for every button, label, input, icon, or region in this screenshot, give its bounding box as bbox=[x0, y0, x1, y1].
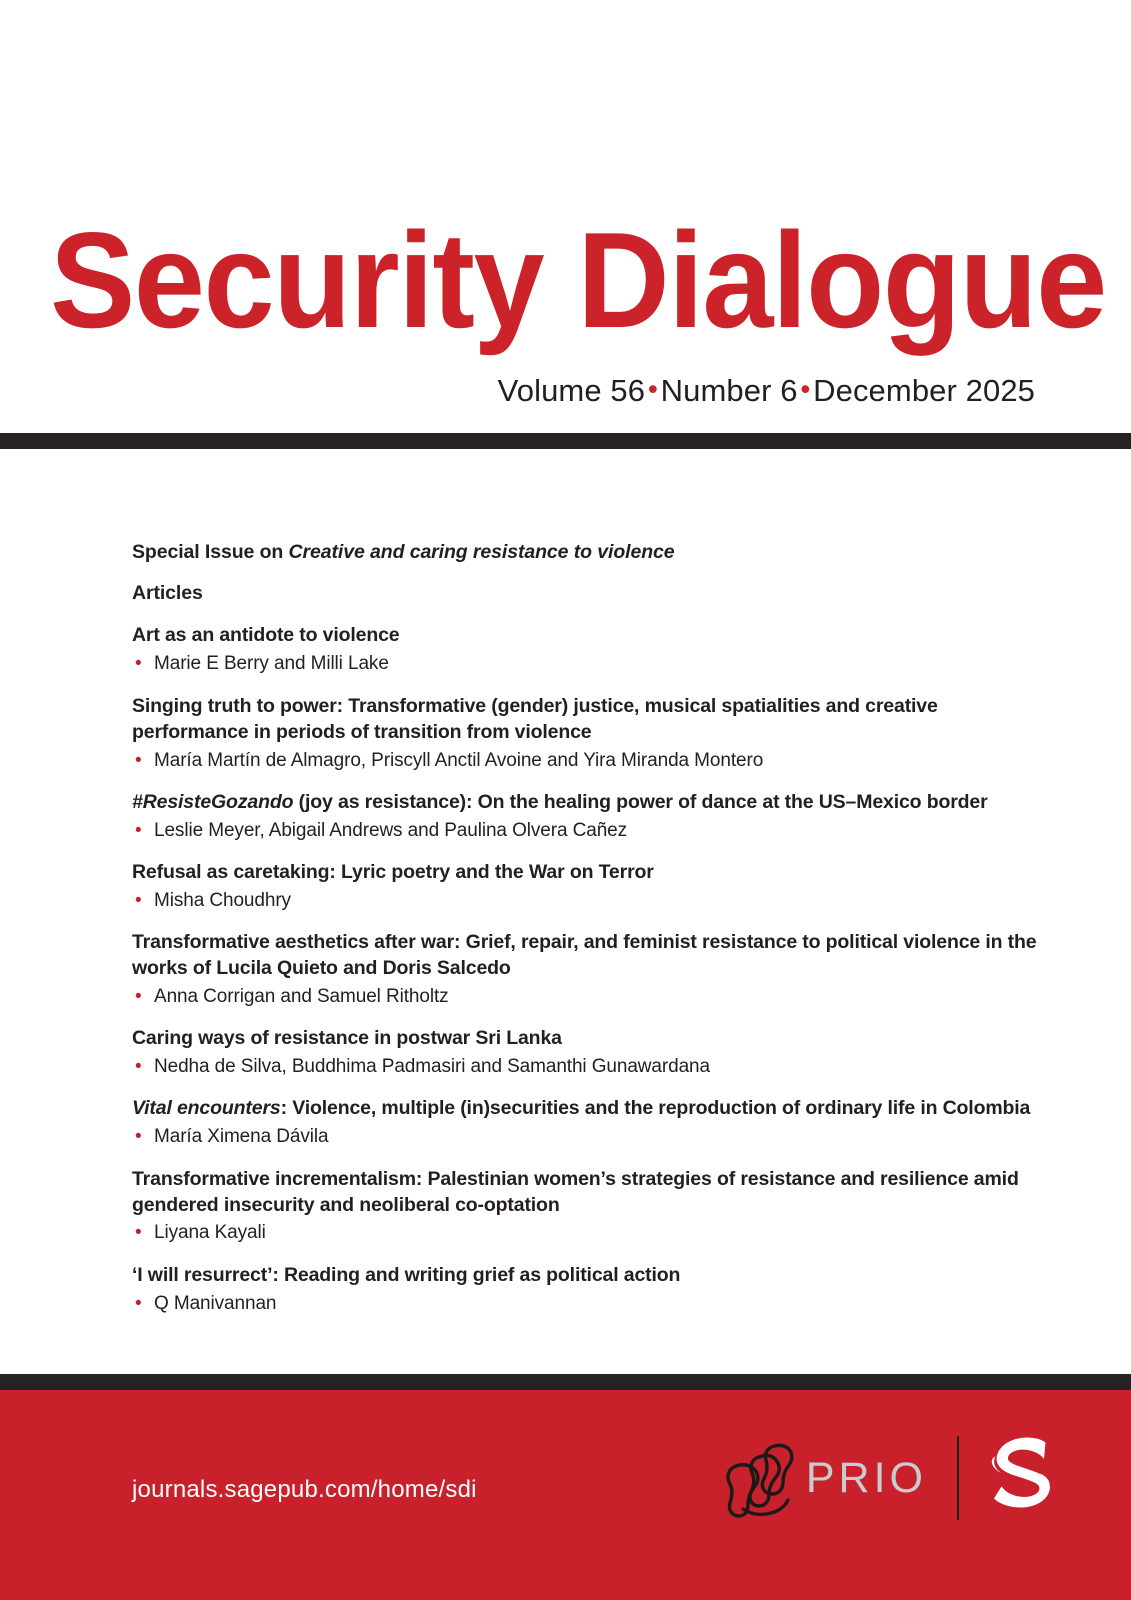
article-title bbox=[132, 1167, 1042, 1219]
article-title bbox=[132, 1263, 1042, 1289]
article-authors bbox=[132, 818, 1042, 843]
masthead bbox=[0, 0, 1131, 433]
logo-divider bbox=[957, 1436, 959, 1520]
author-names: Leslie Meyer, Abigail Andrews and Paulina Olvera Cañez bbox=[154, 819, 628, 841]
author-names: Marie E Berry and Milli Lake bbox=[154, 653, 389, 675]
footer-bar bbox=[0, 1390, 1131, 1600]
prio-logo-icon bbox=[718, 1436, 798, 1520]
author-names: Anna Corrigan and Samuel Ritholtz bbox=[154, 985, 449, 1007]
article-title-text: : Violence, multiple (in)securities and the reproduction of ordinary life in Colombia bbox=[280, 1097, 1031, 1120]
special-issue-title: Creative and caring resistance to violence bbox=[288, 541, 675, 563]
article-title bbox=[132, 790, 1042, 816]
article-authors bbox=[132, 748, 1042, 773]
article-title bbox=[132, 694, 1042, 746]
issue-separator-1: • bbox=[648, 374, 658, 404]
author-names: Nedha de Silva, Buddhima Padmasiri and Samanthi Gunawardana bbox=[154, 1056, 710, 1078]
author-bullet-icon: • bbox=[135, 1222, 142, 1244]
section-label-articles: Articles bbox=[132, 581, 203, 604]
divider-rule-top bbox=[0, 433, 1131, 449]
article-list bbox=[132, 623, 1042, 1315]
author-bullet-icon: • bbox=[135, 819, 142, 841]
article-entry[interactable] bbox=[132, 694, 1042, 773]
divider-rule-bottom bbox=[0, 1374, 1131, 1390]
special-issue-prefix: Special Issue on bbox=[132, 541, 289, 563]
author-names: María Martín de Almagro, Priscyll Anctil Avoine and Yira Miranda Montero bbox=[154, 749, 764, 771]
article-authors bbox=[132, 1124, 1042, 1149]
date-label: December 2025 bbox=[813, 373, 1035, 408]
article-authors bbox=[132, 1054, 1042, 1079]
article-entry[interactable] bbox=[132, 1026, 1042, 1079]
article-entry[interactable] bbox=[132, 930, 1042, 1009]
author-bullet-icon: • bbox=[135, 889, 142, 911]
article-entry[interactable] bbox=[132, 623, 1042, 676]
article-title bbox=[132, 930, 1042, 982]
article-authors bbox=[132, 1291, 1042, 1316]
author-bullet-icon: • bbox=[135, 1126, 142, 1148]
article-authors bbox=[132, 984, 1042, 1009]
volume-label: Volume 56 bbox=[497, 373, 646, 408]
article-title-text: Singing truth to power: Transformative (gender) justice, musical spatialities and creative performance in periods of transition from violence bbox=[132, 694, 938, 743]
author-names: Liyana Kayali bbox=[154, 1222, 266, 1244]
article-title bbox=[132, 1096, 1042, 1122]
article-title-italic-lead: Vital encounters bbox=[132, 1097, 281, 1120]
article-entry[interactable] bbox=[132, 1167, 1042, 1246]
article-title-text: ‘I will resurrect’: Reading and writing grief as political action bbox=[132, 1263, 681, 1286]
article-title-italic-lead: #ResisteGozando bbox=[132, 790, 294, 813]
article-title-text: Transformative incrementalism: Palestinian women’s strategies of resistance and resilience amid gendered insecurity and neoliberal co-optation bbox=[132, 1167, 1019, 1216]
author-bullet-icon: • bbox=[135, 653, 142, 675]
author-names: Misha Choudhry bbox=[154, 889, 291, 911]
article-entry[interactable] bbox=[132, 1096, 1042, 1149]
issue-separator-2: • bbox=[800, 374, 811, 404]
article-entry[interactable] bbox=[132, 790, 1042, 843]
article-title-text: Transformative aesthetics after war: Grief, repair, and feminist resistance to political violence in the works of Lucila Quieto and Doris Salcedo bbox=[132, 931, 1037, 980]
article-authors bbox=[132, 888, 1042, 913]
sage-s-logo-icon bbox=[985, 1436, 1055, 1520]
article-title bbox=[132, 1026, 1042, 1052]
issue-line bbox=[498, 373, 1035, 409]
article-title bbox=[132, 623, 1042, 649]
article-title-text: Art as an antidote to violence bbox=[132, 624, 400, 647]
journal-url[interactable]: journals.sagepub.com/home/sdi bbox=[132, 1476, 477, 1503]
article-authors bbox=[132, 1220, 1042, 1245]
article-title-text: Refusal as caretaking: Lyric poetry and the War on Terror bbox=[132, 860, 654, 883]
article-title-text: Caring ways of resistance in postwar Sri Lanka bbox=[132, 1027, 562, 1050]
article-entry[interactable] bbox=[132, 860, 1042, 913]
special-issue-heading bbox=[132, 540, 1042, 566]
author-names: Q Manivannan bbox=[154, 1292, 277, 1314]
author-bullet-icon: • bbox=[135, 985, 142, 1007]
author-names: María Ximena Dávila bbox=[154, 1126, 329, 1148]
article-entry[interactable] bbox=[132, 1263, 1042, 1316]
article-title-text: (joy as resistance): On the healing power of dance at the US–Mexico border bbox=[293, 790, 988, 813]
author-bullet-icon: • bbox=[135, 749, 142, 771]
table-of-contents bbox=[132, 540, 1042, 1333]
author-bullet-icon: • bbox=[135, 1056, 142, 1078]
journal-title: Security Dialogue bbox=[50, 204, 1106, 356]
article-title bbox=[132, 860, 1042, 886]
author-bullet-icon: • bbox=[135, 1292, 142, 1314]
number-label: Number 6 bbox=[660, 373, 798, 408]
publisher-logo-group bbox=[718, 1422, 1055, 1534]
article-authors bbox=[132, 651, 1042, 676]
prio-wordmark: PRIO bbox=[805, 1453, 927, 1502]
